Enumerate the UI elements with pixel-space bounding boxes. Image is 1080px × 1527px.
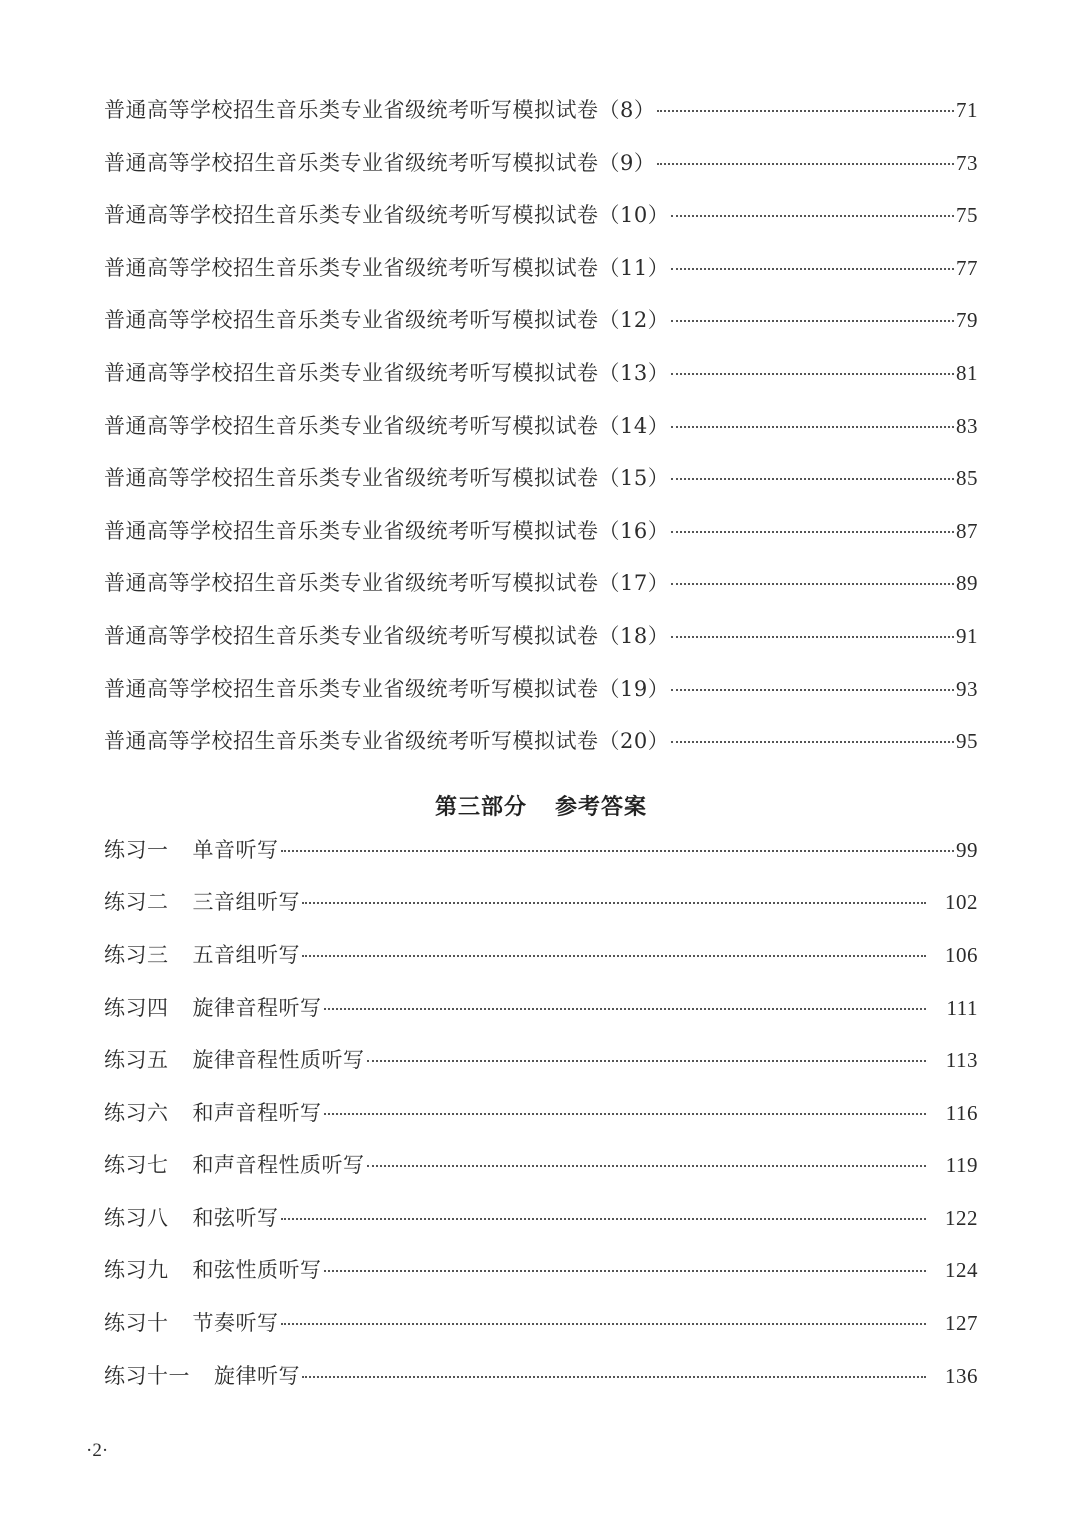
exercise-number: 练习五 [104, 1048, 169, 1073]
toc-entry[interactable] [104, 1202, 978, 1255]
dot-leader [671, 373, 954, 375]
toc-entry-label [104, 1307, 279, 1337]
exercise-title: 和声音程听写 [192, 1100, 322, 1125]
toc-entry-title: 普通高等学校招生音乐类专业省级统考听写模拟试卷（12） [104, 308, 670, 333]
toc-entry-title: 普通高等学校招生音乐类专业省级统考听写模拟试卷（13） [104, 360, 670, 385]
toc-entry-title: 普通高等学校招生音乐类专业省级统考听写模拟试卷（17） [104, 571, 670, 596]
toc-entry[interactable] [104, 1149, 978, 1202]
dot-leader [671, 531, 954, 533]
toc-entry-page: 91 [956, 623, 978, 648]
dot-leader [302, 1376, 926, 1378]
toc-entry-page: 87 [956, 518, 978, 543]
toc-entry-page: 124 [945, 1258, 978, 1283]
answer-list [104, 834, 978, 1413]
toc-entry-page: 79 [956, 308, 978, 333]
toc-entry-title: 普通高等学校招生音乐类专业省级统考听写模拟试卷（15） [104, 466, 670, 491]
mock-exam-list [104, 94, 978, 778]
dot-leader [324, 1113, 927, 1115]
toc-entry-label [104, 1149, 365, 1179]
toc-entry-page: 119 [945, 1153, 978, 1178]
toc-entry-title: 普通高等学校招生音乐类专业省级统考听写模拟试卷（10） [104, 203, 670, 228]
toc-entry-page: 77 [956, 255, 978, 280]
toc-entry[interactable] [104, 1360, 978, 1413]
exercise-number: 练习十 [104, 1311, 169, 1336]
exercise-title: 旋律音程性质听写 [192, 1048, 365, 1073]
exercise-title: 和弦听写 [192, 1205, 279, 1230]
toc-entry[interactable] [104, 410, 978, 463]
page-number: ·2· [86, 1440, 109, 1461]
toc-entry[interactable] [104, 252, 978, 305]
toc-entry-title: 普通高等学校招生音乐类专业省级统考听写模拟试卷（9） [104, 150, 656, 175]
toc-entry[interactable] [104, 992, 978, 1045]
dot-leader [281, 850, 955, 852]
exercise-title: 旋律听写 [214, 1363, 300, 1388]
toc-entry[interactable] [104, 673, 978, 726]
dot-leader [671, 741, 954, 743]
toc-entry-label [104, 1360, 300, 1390]
exercise-number: 练习六 [104, 1100, 169, 1125]
toc-entry-label [104, 886, 300, 916]
toc-entry-title: 普通高等学校招生音乐类专业省级统考听写模拟试卷（16） [104, 518, 670, 543]
toc-entry[interactable] [104, 147, 978, 200]
dot-leader [671, 636, 954, 638]
toc-entry[interactable] [104, 1097, 978, 1150]
toc-entry-page: 122 [945, 1205, 978, 1230]
toc-entry-label [104, 939, 300, 969]
exercise-number: 练习九 [104, 1258, 169, 1283]
toc-entry-label [104, 992, 322, 1022]
toc-entry-page: 102 [945, 890, 978, 915]
exercise-number: 练习一 [104, 837, 169, 862]
toc-entry-page: 111 [946, 995, 978, 1020]
toc-entry-page: 93 [956, 676, 978, 701]
toc-entry-page: 89 [956, 571, 978, 596]
toc-entry[interactable] [104, 199, 978, 252]
toc-entry-title: 普通高等学校招生音乐类专业省级统考听写模拟试卷（20） [104, 729, 670, 754]
exercise-number: 练习四 [104, 995, 169, 1020]
toc-entry-title: 普通高等学校招生音乐类专业省级统考听写模拟试卷（18） [104, 623, 670, 648]
toc-entry-page: 99 [956, 837, 978, 862]
toc-entry[interactable] [104, 357, 978, 410]
exercise-number: 练习二 [104, 890, 169, 915]
toc-entry-page: 73 [956, 150, 978, 175]
toc-entry[interactable] [104, 515, 978, 568]
toc-entry-page: 127 [945, 1311, 978, 1336]
exercise-number: 练习七 [104, 1153, 169, 1178]
toc-entry-page: 136 [945, 1363, 978, 1388]
toc-entry[interactable] [104, 94, 978, 147]
table-of-contents [104, 94, 978, 1412]
dot-leader [324, 1008, 927, 1010]
toc-entry[interactable] [104, 886, 978, 939]
toc-entry-page: 75 [956, 203, 978, 228]
dot-leader [671, 426, 954, 428]
toc-entry-title: 普通高等学校招生音乐类专业省级统考听写模拟试卷（11） [104, 255, 670, 280]
exercise-number: 练习三 [104, 942, 169, 967]
toc-entry-title: 普通高等学校招生音乐类专业省级统考听写模拟试卷（19） [104, 676, 670, 701]
toc-entry-label [104, 834, 279, 864]
toc-entry[interactable] [104, 567, 978, 620]
toc-entry[interactable] [104, 1254, 978, 1307]
toc-entry-page: 113 [945, 1048, 978, 1073]
toc-entry[interactable] [104, 725, 978, 778]
toc-entry[interactable] [104, 462, 978, 515]
section-heading [104, 778, 978, 834]
exercise-title: 和声音程性质听写 [192, 1153, 365, 1178]
dot-leader [671, 215, 954, 217]
dot-leader [367, 1165, 927, 1167]
toc-entry[interactable] [104, 1307, 978, 1360]
exercise-number: 练习十一 [104, 1363, 190, 1388]
toc-entry-title: 普通高等学校招生音乐类专业省级统考听写模拟试卷（8） [104, 98, 656, 122]
exercise-title: 旋律音程听写 [192, 995, 322, 1020]
dot-leader [367, 1060, 927, 1062]
dot-leader [671, 268, 954, 270]
dot-leader [657, 163, 954, 165]
exercise-title: 和弦性质听写 [192, 1258, 322, 1283]
toc-entry-page: 116 [945, 1100, 978, 1125]
toc-entry[interactable] [104, 834, 978, 887]
toc-entry[interactable] [104, 1044, 978, 1097]
toc-entry-page: 85 [956, 466, 978, 491]
toc-entry-page: 95 [956, 729, 978, 754]
toc-entry[interactable] [104, 620, 978, 673]
dot-leader [671, 478, 954, 480]
dot-leader [324, 1270, 927, 1272]
exercise-title: 单音听写 [192, 837, 279, 862]
section-name: 参考答案 [555, 795, 648, 821]
section-part: 第三部分 [434, 795, 527, 821]
toc-entry-label [104, 1097, 322, 1127]
exercise-number: 练习八 [104, 1205, 169, 1230]
dot-leader [281, 1218, 927, 1220]
toc-entry[interactable] [104, 304, 978, 357]
toc-entry-page: 83 [956, 413, 978, 438]
toc-entry-page: 71 [956, 98, 978, 122]
dot-leader [671, 689, 954, 691]
toc-entry-page: 106 [945, 942, 978, 967]
toc-entry-page: 81 [956, 360, 978, 385]
toc-entry[interactable] [104, 939, 978, 992]
dot-leader [302, 955, 926, 957]
toc-entry-label [104, 1044, 365, 1074]
toc-entry-title: 普通高等学校招生音乐类专业省级统考听写模拟试卷（14） [104, 413, 670, 438]
exercise-title: 节奏听写 [192, 1311, 279, 1336]
dot-leader [671, 583, 954, 585]
dot-leader [671, 320, 954, 322]
toc-entry-label [104, 1254, 322, 1284]
exercise-title: 五音组听写 [192, 942, 300, 967]
toc-entry-label [104, 1202, 279, 1232]
exercise-title: 三音组听写 [192, 890, 300, 915]
dot-leader [281, 1323, 927, 1325]
dot-leader [302, 902, 926, 904]
dot-leader [657, 110, 954, 112]
